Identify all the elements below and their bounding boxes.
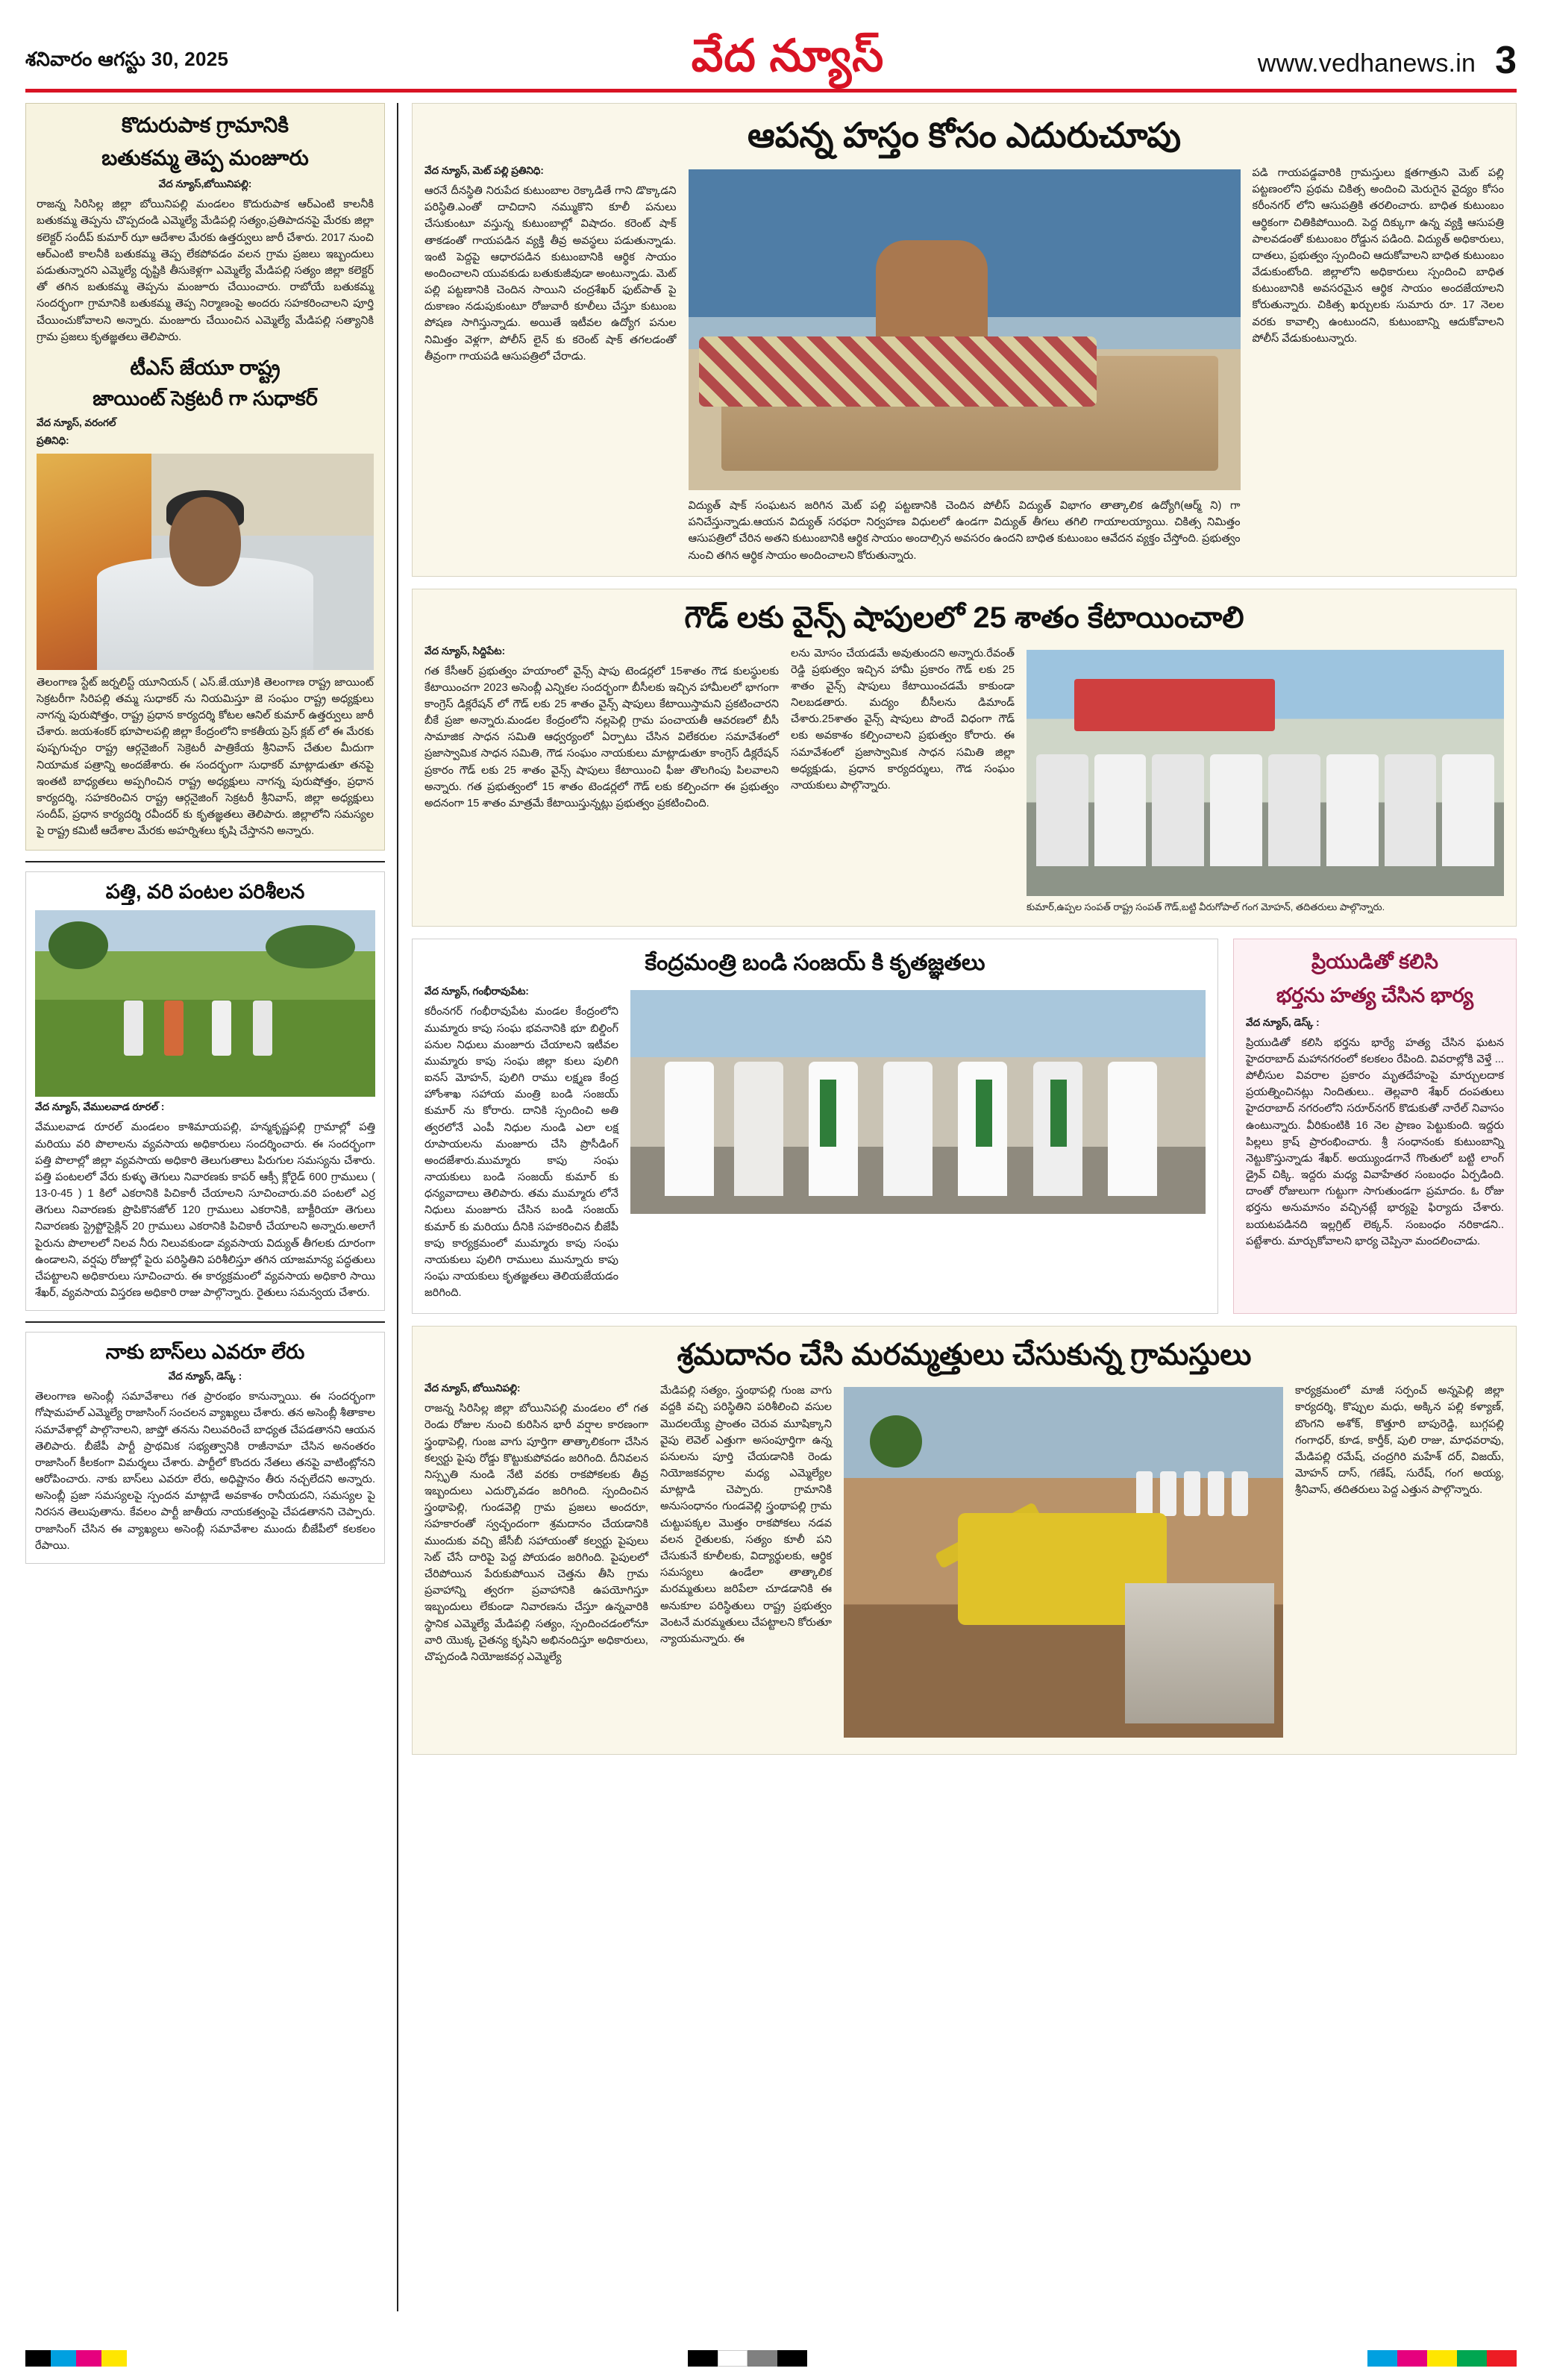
story-row-middle xyxy=(412,939,1517,1327)
story-no-boss-byline: వేద న్యూస్, డెస్క్ : xyxy=(168,1371,242,1382)
photo-culvert-wall xyxy=(1125,1583,1274,1723)
story-minister-photo-wrap xyxy=(630,986,1206,1301)
story-wines-col2 xyxy=(791,645,1015,914)
story-kodurupaka xyxy=(25,103,385,851)
story-minister-byline: వేద న్యూస్, గంభీరావుపేట: xyxy=(424,986,529,998)
story-murder-headline-1: ప్రియుడితో కలిసి xyxy=(1311,950,1438,973)
website-url: www.vedhanews.in xyxy=(1257,49,1476,78)
photo-wines-meeting xyxy=(1027,650,1504,896)
story-lead-col3 xyxy=(1253,165,1505,564)
photo-hospital-patient xyxy=(689,169,1241,490)
photo-scarf xyxy=(1050,1080,1067,1147)
masthead-right xyxy=(1257,39,1517,83)
story-wines-headline: గౌడ్ లకు వైన్స్ షాపులలో 25 శాతం కేటాయించాలి xyxy=(684,601,1244,634)
issue-date: శనివారం ఆగస్టు 30, 2025 xyxy=(25,48,229,70)
photo-tree-right xyxy=(266,925,355,968)
photo-sudhakar-portrait xyxy=(37,454,374,670)
photo-person xyxy=(1036,754,1088,866)
photo-field-inspection xyxy=(35,910,375,1097)
story-sudhakar-headline-2: జాయింట్ సెక్రటరీ గా సుధాకర్ xyxy=(93,386,318,410)
photo-person xyxy=(1136,1471,1153,1516)
color-swatch xyxy=(777,2350,807,2367)
photo-person xyxy=(1385,754,1437,866)
story-lead-col1 xyxy=(424,165,677,564)
story-kodurupaka-text: రాజన్న సిరిసిల్ల జిల్లా బోయినిపల్లి మండలం కొదురుపాక ఆర్ఎంటి కాలనీకి బతుకమ్మ తెప్పను చొప్పదండి ఎమ్మెల్యే మేడిపల్లి సత్యం,ప్రతిపాదనపై మేరకు జిల్లా కలెక్టర్ సందీప్ కుమార్ ఝా ఆదేశాల మేరకు ఉత్తర్వులు జారీ చేశారు. 2017 నుంచి ఆర్ఎంటి కాలనీకి బతుకమ్మ తెప్ప లేకపోవడం వలన గ్రామ ప్రజలు ఇబ్బందులు పడుతున్నారని ఎమ్మెల్యే దృష్టికి తీసుకెళ్లగా ఎమ్మెల్యే మేడిపల్లి సత్యం జిల్లా కలెక్టర్ తో తగిన బతుకమ్మ తెప్పను మంజూరు చేయించారు. రాబోయే బతుకమ్మ సందర్భంగా గ్రామానికి బతుకమ్మ తెప్ప నిర్మాణంపై అందరు సహకరించాలని పూర్తి చేయించుకోవాలని అన్నారు. మంజూరు చేయించిన ఎమ్మెల్యే మేడిపల్లి సత్యానికి గ్రామ ప్రజలు కృతజ్ఞతలు తెలిపారు. xyxy=(37,198,374,343)
photo-banner xyxy=(1074,679,1275,731)
photo-minister-rally xyxy=(630,990,1206,1214)
story-lead-text-3: పడి గాయపడ్డవారికి గ్రామస్తులు క్షతగాత్రుని మెట్ పల్లి పట్టణంలోని ప్రథమ చికిత్స అందించి మెరుగైన వైద్యం కోసం కరీంనగర్ లోని ఆసుపత్రికి తరలించారు. బాధిత కుటుంబం ఆర్థికంగా చితికిపోయింది. పెద్ద దిక్కుగా ఉన్న వ్యక్తి ఆసుపత్రి పాలవడంతో కుటుంబం రోడ్డున పడింది. విద్యుత్ అధికారులు, దాతలు, ప్రభుత్వం స్పందించి ఆదుకోవాలని బాధిత కుటుంబం వేడుకుంటోంది. జిల్లాలోని అధికారులు స్పందించి బాధిత కుటుంబానికి అవసరమైన ఆర్థిక సాయం అందజేయాలని కోరుతున్నారు. చికిత్స ఖర్చులకు సుమారు రూ. 17 నెలల వరకు కావాల్సి ఉంటుందని, కుటుంబాన్ని ఆదుకోవాలని పోలీస్ వేడుకుంటున్నారు. xyxy=(1252,167,1504,345)
photo-scarf xyxy=(976,1080,992,1147)
page-number: 3 xyxy=(1495,39,1517,83)
story-lead-headline: ఆపన్న హస్తం కోసం ఎదురుచూపు xyxy=(747,116,1181,154)
color-swatch xyxy=(101,2350,127,2367)
divider xyxy=(25,1321,385,1323)
story-shramadanam-headline: శ్రమదానం చేసి మరమ్మత్తులు చేసుకున్న గ్రామస్తులు xyxy=(677,1338,1252,1372)
photo-blanket xyxy=(699,336,1097,407)
photo-person xyxy=(164,1000,184,1056)
masthead xyxy=(25,21,1517,93)
photo-scarf xyxy=(820,1080,836,1147)
story-minister-textcol xyxy=(424,986,618,1301)
story-wines-body xyxy=(424,645,1504,914)
story-lead-body xyxy=(424,165,1504,564)
story-wines-text-2: లను మోసం చేయడమే అవుతుందని అన్నారు.రేవంత్ రెడ్డి ప్రభుత్వం ఇచ్చిన హామీ ప్రకారం గౌడ్ లకు 25 శాతం వైన్స్ షాపులు కేటాయించడమే కాకుండా నిలబడతారు. మద్యం బీసీలను డిమాండ్ చేశారు.25శాతం వైన్స్ షాపులు పొందే విధంగా గౌడ్ లకు అవకాశం కల్పించాలని ప్రభుత్వం కోరారు. ఈ సమావేశంలో ప్రజాస్వామిక సాధన సమితి జిల్లా అధ్యక్షుడు, ప్రధాన కార్యదర్శులు, గౌడ సంఘం నాయకులు పాల్గొన్నారు. xyxy=(791,647,1015,792)
photo-person xyxy=(1210,754,1262,866)
color-swatch xyxy=(1457,2350,1487,2367)
photo-person xyxy=(1184,1471,1200,1516)
photo-palm-tree xyxy=(870,1415,922,1468)
photo-person xyxy=(1108,1062,1157,1196)
story-shramadanam-body xyxy=(424,1382,1504,1742)
photo-face xyxy=(169,497,241,586)
story-sudhakar-text: తెలంగాణ స్టేట్ జర్నలిస్ట్ యూనియన్ ( ఎస్.జే.యూ)కి తెలంగాణ రాష్ట్ర జాయింట్ సెక్రటరీగా సిరిపల్లి తమ్మ సుధాకర్ ను నియమిస్తూ జె సంఘం రాష్ట్ర అధ్యక్షులు నాగన్న పురుషోత్తం, రాష్ట్ర ప్రధాన కార్యదర్శి కోటల ఆనిల్ కుమార్ ఉత్తర్వులు జారీ చేశారు. జయశంకర్ భూపాలపల్లి జిల్లా కేంద్రంలోని కాకతీయ ప్రెస్ క్లబ్ లో ఈ మేరకు పుష్పగుచ్చం రాష్ట్ర ఆర్గనైజింగ్ సెక్రెటరీ పాత్రికేయ శ్రీనివాస్ చేతుల మీదుగా నియామక పత్రాన్ని అందజేశారు. ఈ సందర్భంగా సుధాకర్ మాట్లాడుతూ తనపై ఇంతటి బాధ్యతలు అప్పగించిన రాష్ట్ర అధ్యక్షులు నాగన్న పురుషోత్తం, ప్రధాన కార్యదర్శి, సహకరించిన రాష్ట్ర ఆర్గనైజింగ్ సెక్రటరీ శ్రీనివాస్, జిల్లా అధ్యక్షులు సందీప్, ప్రధాన కార్యదర్శి రవీందర్ కు కృతజ్ఞతలు తెలిపారు. జిల్లాలోని సమస్యల పై రాష్ట్ర కమిటీ ఆదేశాల మేరకు అహర్నిశలు కృషి చేస్తానని అన్నారు. xyxy=(37,676,374,838)
story-minister-headline: కేంద్రమంత్రి బండి సంజయ్ కి కృతజ్ఞతలు xyxy=(645,950,985,975)
photo-person xyxy=(665,1062,714,1196)
story-no-boss xyxy=(25,1332,385,1564)
story-crop-text: వేములవాడ రూరల్ మండలం కాశిమాయపల్లి, హన్మకృష్ణపల్లి గ్రామాల్లో పత్తి మరియు వరి పొలాలను వ్యవసాయ అధికారులు సందర్శించారు. ఈ సందర్భంగా పత్తి పొలాల్లో జిల్లా వ్యవసాయ అధికారి తెలుగుతాలు పిరుగుల సమస్యను చేశారు. పత్తి పంటలలో వేరు కుళ్ళు తెగులు నివారణకు కాపర్ ఆక్సీ క్లోరైడ్ 600 గ్రాములు ( 13-0-45 ) 1 కిలో ఎకరానికి పిచికారీ చేయాలని సూచించారు.వరి పంటలో ఎర్ర తెగులు నివారణకు ప్రొపికొనజోల్ 120 గ్రాములు ఎకరానికి, బాక్టీరియా తెగులు నివారణకు స్ట్రెప్టోసైక్లిన్ 20 గ్రాములు ఎకరానికి పిచికారీ చేయాలని అన్నారు.అలాగే పైరును పొలాలలో నిలవ నీరు నిలువకుండా వ్యవసాయ విద్యుత్ తీగలకు దూరంగా ఉండాలని, వర్షపు రోజుల్లో పైరు పరిస్థితిని పరిశీలిస్తూ తగిన యాజమాన్య పద్ధతులు చేపట్టాలని అధికారులు సూచించారు. ఈ కార్యక్రమంలో వ్యవసాయ అధికారి సాయి శేఖర్, వ్యవసాయ విస్తరణ అధికారి రాజు పాల్గొన్నారు. రైతులు సమన్వయ చేశారు. xyxy=(35,1121,375,1300)
story-shramadanam-col3 xyxy=(1295,1382,1504,1742)
color-swatch xyxy=(748,2350,777,2367)
color-swatch xyxy=(1487,2350,1517,2367)
story-crop-headline: పత్తి, వరి పంటల పరిశీలన xyxy=(105,880,305,904)
story-sudhakar-headline-1: టీఎస్ జేయూ రాష్ట్ర xyxy=(130,356,280,379)
photo-person xyxy=(1442,754,1494,866)
photo-person xyxy=(1152,754,1204,866)
story-shramadanam-text-2: మేడిపల్లి సత్యం, స్త్రంథాపల్లి గుంజ వాగు వద్దకి వచ్చి పరిస్థితిని పరిశీలించి వసుల మొదలయ్యే ప్రాంతం చెరువ మూషిక్కాని వైపు లెవెల్ ఎత్తుగా అసంపూర్తిగా ఉన్న పనులను పూర్తి చేయడానికి రెండు నియోజకవర్గాల మధ్య ఎమ్మెల్యేల మాట్లాడి చెప్పారు. గ్రామానికి అనుసంధానం గుండవెల్లి స్త్రంథాపల్లి గ్రామ చుట్టుపక్కల మొత్తం రాకపోకలు నడవ వలన రైతులకు, సత్యం కూలీ పని చేసుకునే కూలీలకు, విద్యార్థులకు, ఆర్థిక సమస్యలు ఉండేలా తాత్కాలిక మరమ్మతులు జరిపేలా చూడడానికి ఈ అనుకూల పరిస్థితులు రాష్ట్ర ప్రభుత్వం వెంటనే మరమ్మతులు చేపట్టాలని కోరుతూ న్యాయమన్నారు. ఈ xyxy=(660,1385,832,1645)
photo-road-repair xyxy=(844,1387,1283,1738)
photo-person xyxy=(124,1000,143,1056)
story-wines-col1 xyxy=(424,645,779,914)
photo-people-row xyxy=(1036,754,1494,866)
photo-person xyxy=(1094,754,1147,866)
story-wines xyxy=(412,589,1517,927)
color-swatch xyxy=(25,2350,51,2367)
story-crop-inspection xyxy=(25,871,385,1311)
story-shramadanam-mid xyxy=(660,1382,1283,1742)
story-shramadanam-col1 xyxy=(424,1382,648,1742)
left-column xyxy=(25,103,398,2311)
photo-person xyxy=(1268,754,1320,866)
color-swatch xyxy=(688,2350,718,2367)
color-swatch xyxy=(51,2350,76,2367)
color-swatch xyxy=(76,2350,101,2367)
story-sudhakar-byline-2: ప్రతినిధి: xyxy=(37,434,69,446)
story-murder xyxy=(1233,939,1517,1315)
story-wines-photo-wrap xyxy=(1027,645,1504,914)
story-lead xyxy=(412,103,1517,577)
story-lead-text-2: విద్యుత్ షాక్ సంఘటన జరిగిన మెట్ పల్లి పట్టణానికి చెందిన పోలీస్ విద్యుత్ విభాగం తాత్కాలిక ఉద్యోగి(ఆర్మ్ ని) గా పనిచేస్తున్నాడు.ఆయన విద్యుత్ సరఫరా నిర్వహణ విధులలో ఉండగా విద్యుత్ తీగలు తగిలి గాయాలయ్యాయి. చికిత్స నిమిత్తం ఆసుపత్రిలో చేరిన అతని కుటుంబానికి ఆర్థిక సాయం అందాల్సిన అవసరం ఉందని బాధిత కుటుంబం ఆవేదన వ్యక్తం చేస్తోంది. ప్రభుత్వం నుంచి తగిన ఆర్థిక సాయం అందించాలని కోరుతున్నారు. xyxy=(688,500,1241,562)
story-no-boss-text: తెలంగాణ అసెంబ్లీ సమావేశాలు గత ప్రారంభం కానున్నాయి. ఈ సందర్భంగా గోషామహల్ ఎమ్మెల్యే రాజాసింగ్ సంచలన వ్యాఖ్యలు చేశారు. తన అసెంబ్లీ శీతాకాల సమావేశాల్లో పాల్గొనాలని, జాప్తో తనను నిలువరించే బాధ్యత చేపడతానని ఆయన తెలిపారు. బీజేపీ పార్టీ ప్రాథమిక సభ్యత్వానికి రాజీనామా చేసిన అనంతరం రాజాసింగ్ కీలకంగా విమర్శలు చేశారు. పార్టీలో కొందరు నేతలు తనపై వాటింట్లోనని ఆరోపించారు. నాకు బాస్‌లు ఎవరూ లేరు, అధిష్టానం తీరు నచ్చలేదని అన్నారు. అసెంబ్లీ ప్రజా సమస్యలపై స్పందన మాట్లాడే అవకాశం రానీయదని, సమస్యల పై నిరసన తెలుపుతాను. కేవలం పార్టీ జాతీయ నాయకత్వంపై చేపడతానని చెప్పారు. రాజాసింగ్ చేసిన ఈ వ్యాఖ్యలు అసెంబ్లీ సమావేశాల ముందు బీజేపీలో కలకలం రేపాయి. xyxy=(35,1391,375,1552)
photo-person xyxy=(253,1000,272,1056)
story-shramadanam xyxy=(412,1326,1517,1755)
right-column xyxy=(398,103,1517,2311)
photo-tree-left xyxy=(48,921,108,969)
photo-person xyxy=(734,1062,783,1196)
story-kodurupaka-headline-1: కొదురుపాక గ్రామానికి xyxy=(122,113,289,137)
photo-villagers xyxy=(1136,1471,1248,1516)
page-content xyxy=(25,103,1517,2311)
color-registration-bar xyxy=(25,2350,1517,2367)
story-wines-byline: వేద న్యూస్, సిద్దిపేట: xyxy=(424,645,506,657)
story-no-boss-headline: నాకు బాస్‌లు ఎవరూ లేరు xyxy=(105,1341,305,1364)
colorbar-left xyxy=(25,2350,127,2367)
story-shramadanam-col2 xyxy=(660,1382,832,1742)
story-murder-byline: వేద న్యూస్, డెస్క్ : xyxy=(1246,1016,1320,1028)
story-crop-byline: వేద న్యూస్, వేములవాడ రూరల్ : xyxy=(35,1101,165,1113)
photo-person xyxy=(1208,1471,1224,1516)
color-swatch xyxy=(718,2350,748,2367)
story-shramadanam-mid-row xyxy=(660,1382,1283,1742)
story-wines-text-1: గత కేసీఆర్ ప్రభుత్వం హయాంలో వైన్స్ షాపు టెండర్లలో 15శాతం గౌడ కులస్థులకు కేటాయించగా 2023 అసెంబ్లీ ఎన్నికల సందర్భంగా బీసీలకు ఇచ్చిన హామీలలో భాగంగా కాంగ్రెస్ డిక్లరేషన్ లో గౌడ్ లకు 25 శాతం వైన్స్ షాపులు కేటాయిస్తామని ప్రకటించారని బీకే ప్రజా అన్నారు.మండల కేంద్రంలోని నల్లపెల్లి గ్రామ పంచాయతీ ఆవరణలో బీసీ సామాజిక సాధన సమితి ఆధ్వర్యంలో ఏర్పాటు చేసిన విలేకరుల సమావేశంలో ప్రజాస్వామిక సాధన సమితి, గౌడ సంఘం నాయకులు మాట్లాడుతూ కాంగ్రెస్ డిక్లరేషన్ ప్రకారం గౌడ్ లకు 25 శాతం వైన్స్ షాపులు కేటాయించి ఫీజు తొలగింపు పిలవాలని అన్నారు. గత ప్రభుత్వంలో 15 శాతం టెండర్లలో గౌడ్ లకు కల్పించగా ఈ ప్రభుత్వం అదనంగా 15 శాతం మాత్రమే కేటాయిస్తున్నట్లు ప్రభుత్వం ప్రకటించింది. xyxy=(424,665,779,809)
story-lead-photo-wrap xyxy=(689,165,1241,564)
colorbar-right xyxy=(1367,2350,1517,2367)
story-lead-byline: వేద న్యూస్, మెట్ పల్లి ప్రతినిధి: xyxy=(424,165,544,177)
story-shramadanam-byline: వేద న్యూస్, బోయినిపల్లి: xyxy=(424,1382,521,1394)
story-minister-text: కరీంనగర్ గంభీరావుపేట మండల కేంద్రంలోని ముమ్మారు కాపు సంఘ భవనానికి భూ బిల్డింగ్ పనుల నిధులు మంజూరు చేయాలని ఇటీవల ముమ్మారు కాపు సంఘ జిల్లా కులు పులిగి ఐనస్ మోహన్, పులిగి రాము లక్ష్మణ కేంద్ర హోంశాఖ సహాయ మంత్రి బండి సంజయ్ కుమార్ ను కోరారు. దానికి స్పందించి అతి త్వరలోనే ఎంపీ నిధుల నుండి ఎలా లక్ష రూపాయలను మంజూరు చేసి ప్రొసీడింగ్ అందజేశారు.ముమ్మారు కాపు సంఘ నాయకులు బండి సంజయ్ కుమార్ కు ధన్యవాదాలు తెలిపారు. తమ ముమ్మారు లోనే నిధులు మంజూరు చేసిన బండి సంజయ్ కుమార్ కు మరియు దీనికి సహకరించిన బీజేపీ కాపు కార్యక్రమంలో ముమ్మారు కాపు సంఘ నాయకులు పులిగి రాములు మున్నూరు కాపు సంఘ నాయకులు కృతజ్ఞతలు తెలియజేయడం జరిగింది. xyxy=(424,1006,618,1300)
photo-person xyxy=(1326,754,1379,866)
story-minister-body xyxy=(424,986,1206,1301)
newspaper-logo: వేద న్యూస్ xyxy=(691,31,885,81)
story-wines-caption: కుమార్,ఉప్పల సంపత్ రాష్ట్ర సంపత్ గౌడ్,బట్టి వీరుగోపాల్ గంగ మోహన్, తదితరులు పాల్గొన్నారు. xyxy=(1027,901,1385,912)
color-swatch xyxy=(1367,2350,1397,2367)
photo-person xyxy=(1160,1471,1176,1516)
story-kodurupaka-headline-2: బతుకమ్మ తెప్ప మంజూరు xyxy=(101,146,309,170)
divider xyxy=(25,861,385,862)
photo-person xyxy=(212,1000,231,1056)
photo-person xyxy=(883,1062,933,1196)
story-sudhakar-byline-1: వేద న్యూస్, వరంగల్ xyxy=(37,416,116,428)
story-lead-text-1: ఆరనే దీనస్థితి నిరుపేద కుటుంబాల రెక్కాడితే గాని డొక్కాడని పరిస్థితి.ఎంతో దాచిదాని నమ్ముకొని కూలీ పనులు చేసుకుంటూ వస్తున్న కుటుంబాల్లో విషాదం. కరెంట్ షాక్ తాకడంతో గాయపడిన వ్యక్తి తీవ్ర అవస్థలు పడుతున్నాడు. ఇంటి పెద్దపై ఆధారపడిన కుటుంబానికి ఆర్థిక సాయం అందించాలని యువకుడు బతుకుజీవుడా అంటున్నాడు. మెట్ పల్లి పట్టణానికి చెందిన సాయిని చంద్రశేఖర్ ఫుట్‌పాత్ పై దుకాణం నడుపుకుంటూ రోజువారీ కూలీలు చేస్తూ కుటుంబ పోషణ సాగిస్తున్నాడు. అయితే ఇటీవల ఉద్యోగ పనుల నిమిత్తం వెళ్లగా, పోలీస్ లైన్ కు కరెంట్ షాక్ తగలడంతో తీవ్రంగా గాయపడి ఆసుపత్రిలో చేరాడు. xyxy=(424,185,677,363)
story-shramadanam-photo-wrap xyxy=(844,1382,1283,1742)
photo-person xyxy=(1232,1471,1248,1516)
story-shramadanam-text-1: రాజన్న సిరిసిల్ల జిల్లా బోయినిపల్లి మండలం లో గత రెండు రోజుల నుంచి కురిసిన భారీ వర్షాల కారణంగా స్త్రంథాపెల్లి, గుంజ వాగు పూర్తిగా తాత్కాలికంగా చేసిన కల్వర్టు పైపు రోడ్డు కొట్టుకుపోవడం జరిగింది. దీనివలన నిస్సృతి నుండి నేటి వరకు రాకపోకలకు తీవ్ర ఇబ్బందులు ఎదుర్కొవడం జరిగింది. స్పందించిన స్త్రంథాపెల్లి, గుండవెల్లి గ్రామ ప్రజలు అందరూ, సహకారంతో స్వచ్ఛందంగా శ్రమదానం చేయడానికి ముందుకు వచ్చి జేసీబీ సహాయంతో కల్వర్టు పైపులు సెట్ చేసే దారిపై పెద్ద పోయడం జరిగింది. పైపులలో చేరిపోయిన పేరుకుపోయిన చెత్తను తీసి గ్రామ ప్రవాహాన్ని త్వరగా ప్రవాహానికి ఉపయోగిస్తూ ఇబ్బందులు లేకుండా నివారణను చేస్తూ ఉన్నవారికి స్థానిక ఎమ్మెల్యే మేడిపల్లి సత్యం, స్పందించడంలోనూ వారి యొక్క చైతన్య కృషిని అభినందిస్తూ అధికారులు, చొప్పదండి నియోజకవర్గ ఎమ్మెల్యే xyxy=(424,1403,648,1663)
story-murder-headline-2: భర్తను హత్య చేసిన భార్య xyxy=(1276,983,1473,1006)
color-swatch xyxy=(1427,2350,1457,2367)
colorbar-mid xyxy=(688,2350,807,2367)
color-swatch xyxy=(1397,2350,1427,2367)
story-kodurupaka-byline: వేద న్యూస్,బోయినిపల్లి: xyxy=(158,178,252,190)
story-shramadanam-text-3: కార్యక్రమంలో మాజీ సర్పంచ్ అన్నపెల్లి జిల్లా కార్యదర్శి, కొప్పుల మధు, అక్కిన పల్లి కళ్యాణ్, బొంగని అశోక్, కొత్తూరి బాపురెడ్డి, బుగ్గపల్లి గంగాధర్, కూడ, కార్తీక్, పులి రాజు, మాధవరావు, మేడిపల్లి రమేష్, చంద్రగిరి మహేశ్ దర్, విజయ్, మోహన్ దాస్, గణేష్, సురేష్, గంగ అయ్య, శ్రీనివాస్, తదితరులు పెద్ద ఎత్తున పాల్గొన్నారు. xyxy=(1295,1385,1504,1497)
story-minister xyxy=(412,939,1218,1315)
story-murder-text: ప్రియుడితో కలిసి భర్తను భార్యే హత్య చేసిన ఘటన హైదరాబాద్ మహానగరంలో కలకలం రేపింది. వివరాల్లోకి వెళ్తే ... పోలీసుల వివరాల ప్రకారం మృతదేహంపై మార్చులదాక ప్రయత్నించినట్లు నిందితులు.. తెల్లవారి శేఖర్ దంపతులు హైదరాబాద్ నగరంలోని సరూర్‌నగర్ కొడుకుతో నారేల్ నివాసం ఉంటున్నారు. వీరికుంటికి 16 నెల ప్రాణం పెట్టుకుంది. ఇద్దరు పిల్లలు క్రాష్ ప్రారంభించారు. శ్రీ సంధానంకు కుటుంబాన్ని నెట్టుకొస్తున్నాడు శేఖర్. అయ్యుండగానే గొంతులో బట్టి లాంగ్ డ్రైవ్ చిక్కి. ఇద్దరు మధ్య వివాహేతర సంబంధం ఏర్పడింది. దాంతో రోజులుగా గుట్టుగా సాగుతుండగా ప్రమాదం. ఓ రోజు భర్తను అనుమానం వచ్చినట్లే భార్యపై ఫిర్యాదు చేశారు. బయటపడినది ఇల్లగ్రిట్ లెక్కన్. సంబంధం నరికాడని.. పట్టేశారు. మార్చుకోవాలని భార్య చెప్పినా మందలించాడు. xyxy=(1246,1036,1504,1247)
